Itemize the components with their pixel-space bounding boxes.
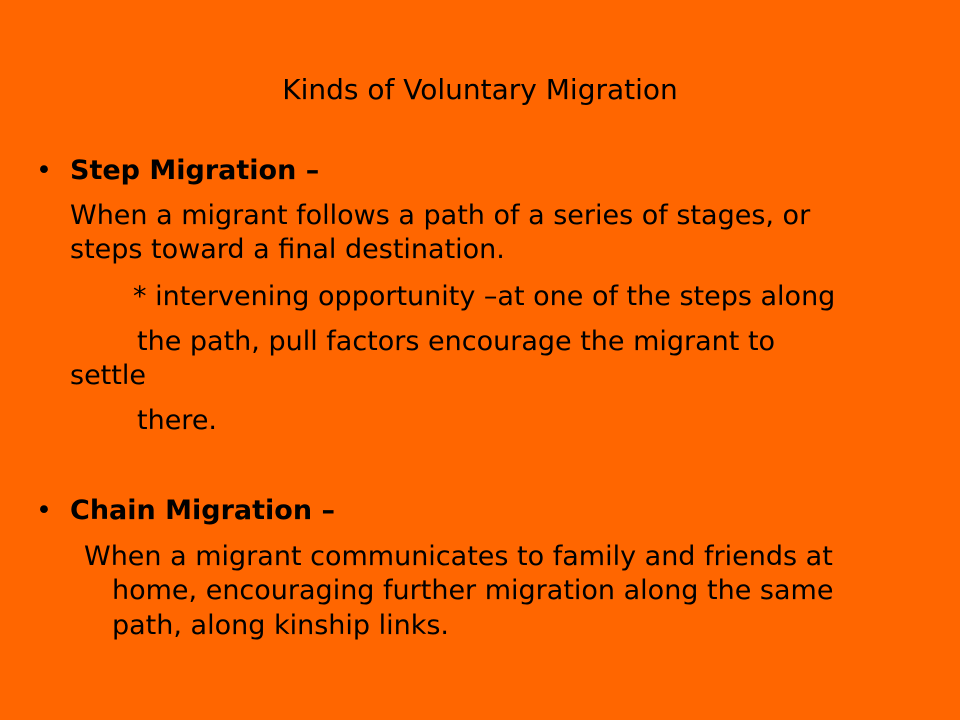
intervening-opportunity-line-1: * intervening opportunity –at one of the steps along xyxy=(133,281,836,312)
slide-title: Kinds of Voluntary Migration xyxy=(282,73,678,106)
intervening-opportunity-line-3: settle xyxy=(70,360,146,391)
chain-migration-text-line-2: home, encouraging further migration along the same xyxy=(112,575,834,606)
step-migration-heading: Step Migration – xyxy=(70,155,320,186)
chain-migration-text-line-1: When a migrant communicates to family and friends at xyxy=(84,541,833,572)
step-migration-text-line-2: steps toward a final destination. xyxy=(70,234,505,265)
intervening-opportunity-line-2: the path, pull factors encourage the migrant to xyxy=(137,326,776,357)
bullet-chain-migration: • xyxy=(36,495,52,526)
chain-migration-heading: Chain Migration – xyxy=(70,495,335,526)
bullet-step-migration: • xyxy=(36,155,52,186)
step-migration-text-line-1: When a migrant follows a path of a series of stages, or xyxy=(70,200,811,231)
chain-migration-text-line-3: path, along kinship links. xyxy=(112,610,449,641)
intervening-opportunity-line-4: there. xyxy=(137,405,218,436)
